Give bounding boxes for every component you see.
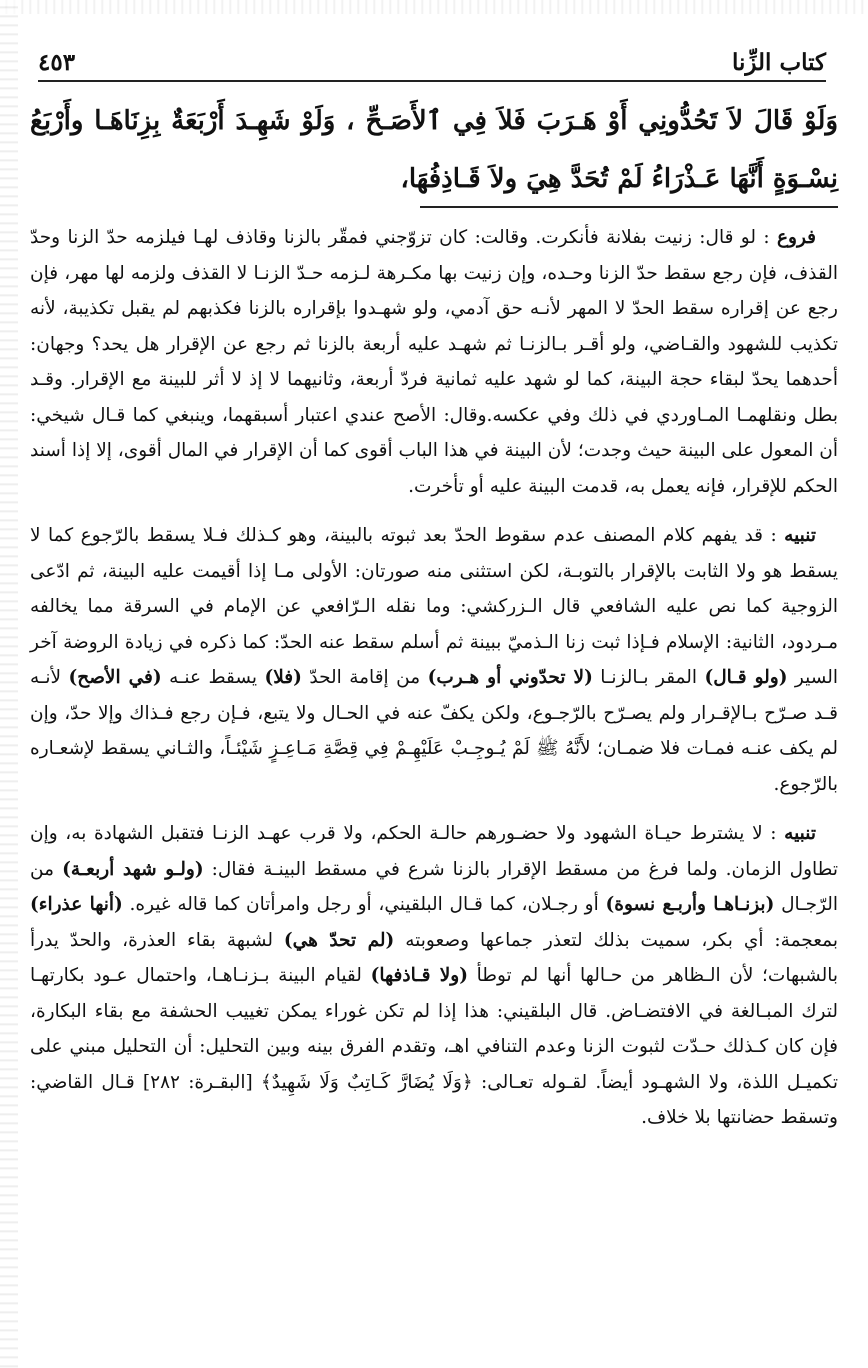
bold-term: (في الأصح) (68, 667, 162, 688)
text-run: : قد يفهم كلام المصنف عدم سقوط الحدّ بعد ثبوته بالبينة، وهو كـذلك فـلا يسقط بالرّجوع كما لا يسقط هو ولا الثابت بالإقرار بالتوبـة، لكن استثنى منه صورتان: الأولى مـا إذا أقيمت عليه البينة، ثم ادّعى الزوجية كما نص عليه الشافعي قال الـزركشي: وما نقله الـرّافعي عن الإمام في السرقة مما يخالفه مـردود، الثانية: الإسلام فـإذا ثبت زنا الـذميّ ببينة ثم أسلم سقط عنه الحدّ: كما ذكره في زيادة الروضة آخر السير (30, 525, 838, 688)
text-run: : لا يشترط حيـاة الشهود ولا حضـورهم حالـة الحكم، ولا قرب عهـد الزنـا فتقبل الشهادة به، وإن تطاول الزمان. ولما فرغ من مسقط الإقرار بالزنا شرع في مسقط البينـة فقال: (30, 823, 839, 880)
bold-term: (لا تحدّوني أو هـرب) (427, 667, 593, 688)
text-run: لقيام البينة بـزنـاهـا، واحتمال عـود بكارتهـا لترك المبـالغة في الافتضـاض. قال البلقيني: هذا إذا لم تكن غوراء يمكن تغييب الحشفة مع بقاء البكارة، فإن كان كـذلك حـدّت لثبوت الزنا وعدم التنافي اهـ، وتقدم الفرق بينه وبين التحليل: أن التحليل مبني على تكميـل اللذة، ولا الشهـود أيضاً. لقـوله تعـالى: ﴿وَلَا يُضَارَّ كَـاتِبٌ وَلَا شَهِيدٌ﴾ [البقـرة: ٢٨٢] قـال القاضي: وتسقط حضانتها بلا خلاف. (30, 965, 838, 1128)
bold-term: (ولو قـال) (704, 667, 788, 688)
commentary-paragraph-2 (30, 518, 838, 802)
text-run: من الرّجـال (30, 858, 838, 915)
commentary-paragraph-1 (30, 220, 838, 504)
scan-edge-left (0, 0, 18, 1368)
main-text-divider (420, 206, 838, 208)
bold-term: (بزنـاهـا وأربـع نسوة) (605, 894, 775, 915)
text-run: المقر بـالزنـا (592, 667, 705, 688)
text-run: يسقط عنـه (161, 667, 265, 688)
bold-term: تنبيه (784, 525, 816, 546)
header-divider (38, 80, 826, 82)
commentary-paragraph-3 (30, 816, 838, 1136)
text-run: من إقامة الحدّ (301, 667, 428, 688)
page-header (38, 36, 826, 76)
commentary (30, 220, 838, 1150)
text-run: لأنـه قـد صـرّح بـالإقـرار ولم يصـرّح بالرّجـوع، ولكن يكفّ عنه في الحـال ولا يتبع، فـإن رجع فـذاك وإلا حدّ، وإن لم يكف عنـه فمـات فلا ضمـان؛ لأَنَّهُ ﷺ لَمْ يُـوجِـبْ عَلَيْهِـمْ فِي قِصَّةِ مَـاعِـزٍ شَيْئـاً، والثـاني يسقط لإشعـاره بالرّجوع. (30, 667, 838, 795)
bold-term: فروع (776, 227, 816, 248)
bold-term: (لم تحدّ هي) (283, 929, 395, 951)
scan-edge-top (0, 0, 868, 14)
text-run: بمعجمة: أي بكر، سميت بذلك لتعذر جماعها وصعوبته (394, 929, 838, 951)
bold-term: (أنها عذراء) (30, 894, 123, 915)
text-run: أو رجـلان، كما قـال البلقيني، أو رجل وامرأتان كما قاله غيره. (122, 894, 606, 915)
bold-term: (ولـو شهد أربعـة) (62, 858, 204, 880)
text-run: لشبهة بقاء العذرة، والحدّ يدرأ بالشبهات؛ لأن الـظاهر من حـالها أنها لم توطأ (30, 929, 839, 986)
chapter-title: كتاب الزِّنا (731, 49, 826, 76)
page-number: ٤٥٣ (38, 49, 76, 76)
main-text: وَلَوْ قَالَ لاَ تَحُدُّونِي أَوْ هَـرَبَ فَلاَ فِي ٱلأَصَـحِّ ، وَلَوْ شَهِـدَ أَرْبَعَةٌ بِزِنَاهَـا وأَرْبَعُ نِسْـوَةٍ أَنَّهَا عَـذْرَاءُ لَمْ تُحَدَّ هِيَ ولاَ قَـاذِفُهَا، (30, 106, 838, 194)
text-run: : لو قال: زنيت بفلانة فأنكرت. وقالت: كان تزوّجني فمقّر بالزنا وقاذف لهـا فيلزمه حدّ الزنا وحدّ القذف، فإن رجع سقط حدّ الزنا وحـده، وإن زنيت بها مكـرهة لـزمه حـدّ الزنـا لا القذف ولزمه لها مهر، فإن رجع عن إقراره سقط الحدّ لا المهر لأنـه حق آدمي، ولو شهـدوا بإقراره بالزنا فكذبهم لم يقبل تكذيبة، لأنه تكذيب للشهود والقـاضي، ولو أقـر بـالزنـا ثم شهـد عليه أربعة بالزنا ثم رجع عن الإقرار هل يحد؟ وجهان: أحدهما يحدّ لبقاء حجة البينة، كما لو شهد عليه ثمانية فردّ أربعة، وثانيهما لا إذ لا أثر للبينة مع الإقرار. وقـد بطل ونقلهمـا المـاوردي في ذلك وفي عكسه.وقال: الأصح عندي اعتبار أسبقهما، وينبغي كما قـال شيخي: أن المعول على البينة حيث وجدت؛ لأن البينة في هذا الباب أقوى كما أن الإقرار في المال أقوى، إلا إذا أسند الحكم للإقرار، فإنه يعمل به، قدمت البينة عليه أو تأخرت. (30, 227, 838, 497)
bold-term: (فلا) (264, 667, 302, 688)
bold-term: تنبيه (784, 823, 816, 844)
bold-term: (ولا قـاذفها) (370, 965, 468, 986)
